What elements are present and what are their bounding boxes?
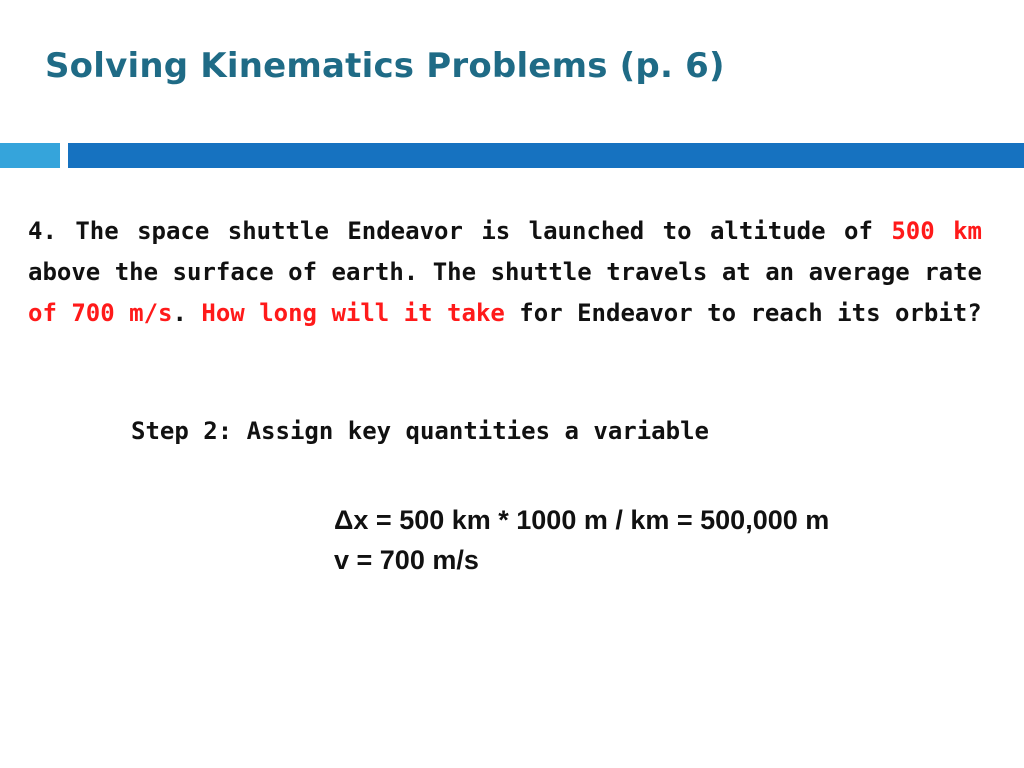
header-bar-accent [0, 143, 60, 168]
equation-velocity: v = 700 m/s [334, 545, 479, 575]
problem-text-3: . [172, 299, 202, 327]
problem-text-2: above the surface of earth. The shuttle travels at an average rate [28, 258, 982, 286]
problem-statement [28, 211, 982, 334]
header-bar [68, 143, 1024, 168]
problem-highlight-question: How long will it take [201, 299, 505, 327]
problem-text-1: 4. The space shuttle Endeavor is launched to altitude of [28, 217, 892, 245]
problem-highlight-rate: of 700 m/s [28, 299, 173, 327]
equation-displacement: Δx = 500 km * 1000 m / km = 500,000 m [334, 505, 830, 535]
problem-highlight-altitude: 500 km [891, 217, 982, 245]
equations-block [334, 500, 829, 580]
slide-title: Solving Kinematics Problems (p. 6) [45, 46, 725, 86]
problem-text-4: for Endeavor to reach its orbit? [504, 299, 982, 327]
step-heading: Step 2: Assign key quantities a variable [131, 417, 709, 445]
